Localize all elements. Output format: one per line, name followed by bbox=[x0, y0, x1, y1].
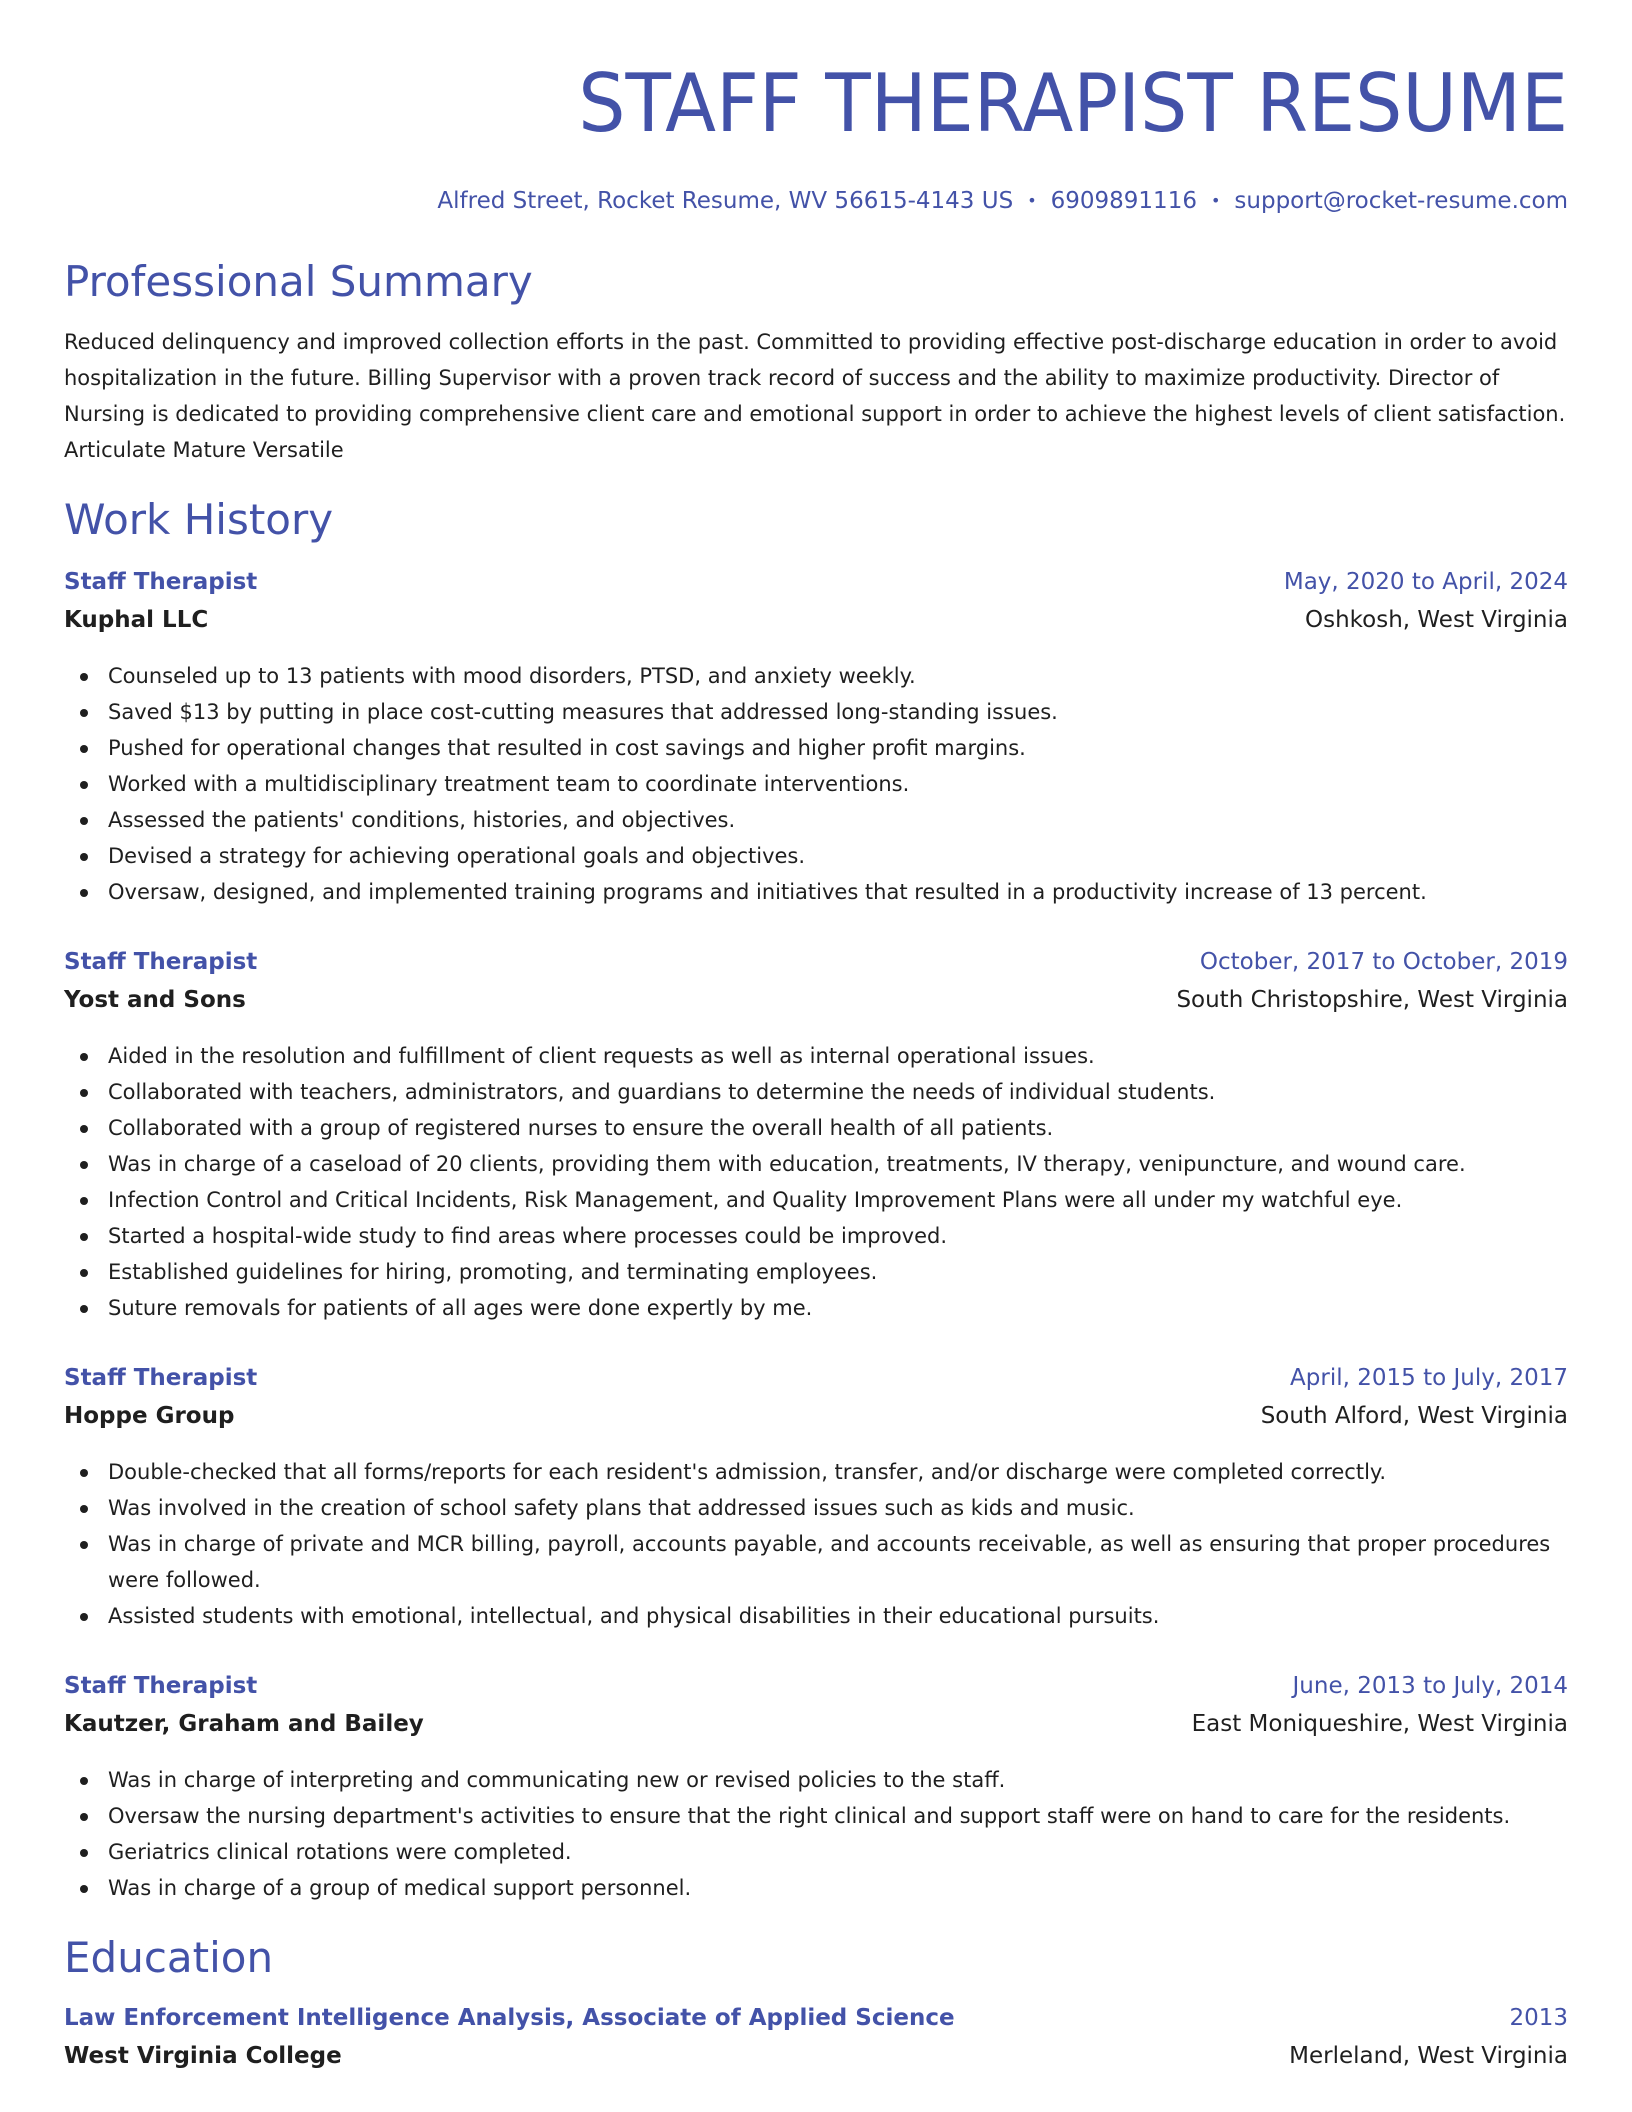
summary-text: Reduced delinquency and improved collection efforts in the past. Committed to providing effective post-discharge education in order to avoid hospitalization in the future. Billing Supervisor with a proven track record of success and the ability to maximize productivity. Director of Nursing is dedicated to providing comprehensive client care and emotional support in order to achieve the highest levels of client satisfaction. Articulate Mature Versatile bbox=[64, 330, 1566, 462]
job-company: Kuphal LLC bbox=[64, 607, 209, 633]
education-school-row bbox=[64, 2040, 1568, 2072]
job-bullet: Double-checked that all forms/reports for each resident's admission, transfer, and/or discharge were completed correctly. bbox=[64, 1454, 1568, 1490]
job-title-row bbox=[64, 1362, 1568, 1394]
contact-separator: • bbox=[1210, 191, 1221, 210]
job-company: Hoppe Group bbox=[64, 1403, 235, 1429]
contact-phone: 6909891116 bbox=[1050, 188, 1197, 214]
summary-heading: Professional Summary bbox=[64, 257, 533, 306]
education-location: Merleland, West Virginia bbox=[1289, 2043, 1568, 2069]
job-role: Staff Therapist bbox=[64, 1673, 258, 1699]
job-entry bbox=[64, 566, 1568, 910]
job-bullet: Aided in the resolution and fulfillment of client requests as well as internal operational issues. bbox=[64, 1038, 1568, 1074]
job-bullet-list bbox=[64, 658, 1568, 910]
resume-header bbox=[64, 56, 1568, 216]
job-role: Staff Therapist bbox=[64, 949, 258, 975]
job-bullet-list bbox=[64, 1038, 1568, 1326]
education-degree-row bbox=[64, 2002, 1568, 2034]
job-title-row bbox=[64, 1670, 1568, 1702]
job-bullet: Was in charge of private and MCR billing, payroll, accounts payable, and accounts receivable, as well as ensuring that proper procedures were followed. bbox=[64, 1526, 1568, 1598]
resume-title: STAFF THERAPIST RESUME bbox=[578, 57, 1568, 150]
job-title-row bbox=[64, 946, 1568, 978]
job-company-row bbox=[64, 984, 1568, 1016]
job-bullet: Pushed for operational changes that resulted in cost savings and higher profit margins. bbox=[64, 730, 1568, 766]
job-entry bbox=[64, 1362, 1568, 1634]
education-year: 2013 bbox=[1509, 2005, 1568, 2031]
job-dates: May, 2020 to April, 2024 bbox=[1283, 569, 1568, 595]
contact-email: support@rocket-resume.com bbox=[1234, 188, 1568, 214]
job-bullet: Saved $13 by putting in place cost-cutting measures that addressed long-standing issues. bbox=[64, 694, 1568, 730]
work-history-list bbox=[64, 566, 1568, 1906]
job-location: Oshkosh, West Virginia bbox=[1305, 607, 1568, 633]
education-heading: Education bbox=[64, 1933, 274, 1982]
job-location: East Moniqueshire, West Virginia bbox=[1191, 1711, 1568, 1737]
job-dates: April, 2015 to July, 2017 bbox=[1290, 1365, 1568, 1391]
education-list bbox=[64, 2002, 1568, 2072]
contact-address: Alfred Street, Rocket Resume, WV 56615-4143 US bbox=[437, 188, 1014, 214]
job-bullet: Assisted students with emotional, intellectual, and physical disabilities in their educational pursuits. bbox=[64, 1598, 1568, 1634]
job-bullet: Assessed the patients' conditions, histories, and objectives. bbox=[64, 802, 1568, 838]
job-bullet: Oversaw, designed, and implemented training programs and initiatives that resulted in a productivity increase of 13 percent. bbox=[64, 874, 1568, 910]
job-entry bbox=[64, 1670, 1568, 1906]
job-bullet: Worked with a multidisciplinary treatment team to coordinate interventions. bbox=[64, 766, 1568, 802]
work-history-heading: Work History bbox=[64, 495, 334, 544]
job-bullet: Devised a strategy for achieving operational goals and objectives. bbox=[64, 838, 1568, 874]
job-bullet: Was in charge of a group of medical support personnel. bbox=[64, 1870, 1568, 1906]
job-bullet: Collaborated with a group of registered nurses to ensure the overall health of all patients. bbox=[64, 1110, 1568, 1146]
job-bullet: Was involved in the creation of school safety plans that addressed issues such as kids and music. bbox=[64, 1490, 1568, 1526]
contact-line bbox=[64, 186, 1568, 216]
job-bullet: Was in charge of interpreting and communicating new or revised policies to the staff. bbox=[64, 1762, 1568, 1798]
job-title-row bbox=[64, 566, 1568, 598]
job-company: Kautzer, Graham and Bailey bbox=[64, 1711, 424, 1737]
job-company: Yost and Sons bbox=[64, 987, 246, 1013]
job-location: South Christopshire, West Virginia bbox=[1176, 987, 1568, 1013]
job-dates: June, 2013 to July, 2014 bbox=[1292, 1673, 1568, 1699]
education-degree: Law Enforcement Intelligence Analysis, Associate of Applied Science bbox=[64, 2005, 955, 2031]
job-bullet: Counseled up to 13 patients with mood disorders, PTSD, and anxiety weekly. bbox=[64, 658, 1568, 694]
contact-separator: • bbox=[1027, 191, 1037, 210]
job-dates: October, 2017 to October, 2019 bbox=[1199, 949, 1568, 975]
job-bullet: Oversaw the nursing department's activities to ensure that the right clinical and support staff were on hand to care for the residents. bbox=[64, 1798, 1568, 1834]
job-bullet-list bbox=[64, 1454, 1568, 1634]
job-bullet: Suture removals for patients of all ages were done expertly by me. bbox=[64, 1290, 1568, 1326]
job-company-row bbox=[64, 604, 1568, 636]
job-bullet: Started a hospital-wide study to find areas where processes could be improved. bbox=[64, 1218, 1568, 1254]
job-bullet: Infection Control and Critical Incidents, Risk Management, and Quality Improvement Plans were all under my watchful eye. bbox=[64, 1182, 1568, 1218]
education-school: West Virginia College bbox=[64, 2043, 342, 2069]
job-bullet-list bbox=[64, 1762, 1568, 1906]
job-company-row bbox=[64, 1400, 1568, 1432]
job-entry bbox=[64, 946, 1568, 1326]
job-location: South Alford, West Virginia bbox=[1260, 1403, 1568, 1429]
job-role: Staff Therapist bbox=[64, 569, 258, 595]
job-bullet: Established guidelines for hiring, promoting, and terminating employees. bbox=[64, 1254, 1568, 1290]
job-role: Staff Therapist bbox=[64, 1365, 258, 1391]
job-bullet: Was in charge of a caseload of 20 clients, providing them with education, treatments, IV therapy, venipuncture, and wound care. bbox=[64, 1146, 1568, 1182]
job-bullet: Collaborated with teachers, administrators, and guardians to determine the needs of individual students. bbox=[64, 1074, 1568, 1110]
education-entry bbox=[64, 2002, 1568, 2072]
job-bullet: Geriatrics clinical rotations were completed. bbox=[64, 1834, 1568, 1870]
job-company-row bbox=[64, 1708, 1568, 1740]
